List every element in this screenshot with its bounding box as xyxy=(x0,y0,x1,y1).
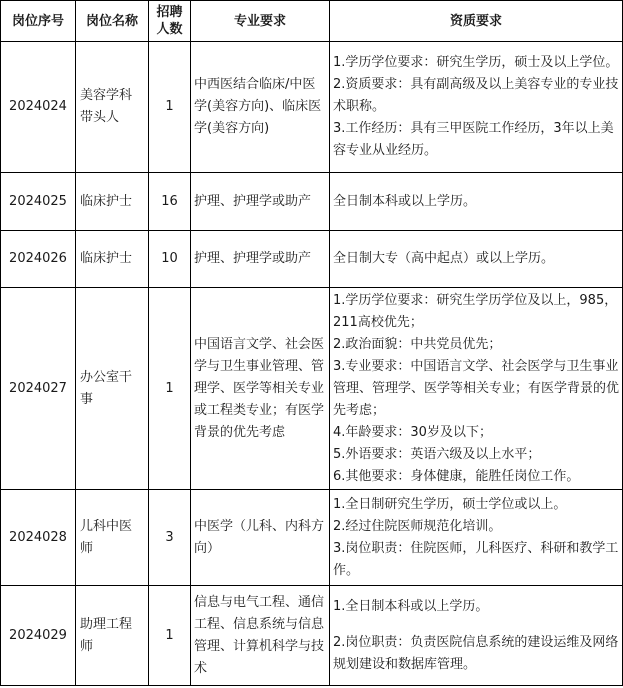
hire-count: 3 xyxy=(149,490,191,586)
major-requirement: 护理、护理学或助产 xyxy=(191,173,330,231)
major-requirement: 信息与电气工程、通信工程、信息系统与信息管理、计算机科学与技术 xyxy=(191,586,330,686)
qualification-line: 2.政治面貌：中共党员优先； xyxy=(333,336,502,352)
qualification-line: 1.学历学位要求：研究生学历，硕士及以上学位。 xyxy=(333,55,619,70)
position-id: 2024028 xyxy=(1,490,76,586)
table-row xyxy=(1,42,623,173)
qualification xyxy=(330,231,623,288)
qualification-line: 3.工作经历：具有三甲医院工作经历，3年以上美容专业从业经历。 xyxy=(333,121,614,158)
position-id: 2024025 xyxy=(1,173,76,231)
major-requirement: 中国语言文学、社会医学与卫生事业管理、管理学、医学等相关专业或工程类专业；有医学背景的优先考虑 xyxy=(191,288,330,490)
position-name: 儿科中医师 xyxy=(76,490,149,586)
table-row xyxy=(1,490,623,586)
header-qualification: 资质要求 xyxy=(330,1,623,42)
position-id: 2024024 xyxy=(1,42,76,173)
qualification xyxy=(330,42,623,173)
qualification-line: 2.资质要求：具有副高级及以上美容专业的专业技术职称。 xyxy=(333,77,619,114)
qualification xyxy=(330,288,623,490)
qualification-line: 1.全日制本科或以上学历。 xyxy=(333,598,489,614)
header-count: 招聘人数 xyxy=(149,1,191,42)
header-row xyxy=(1,1,623,42)
qualification-spacer xyxy=(333,618,619,632)
header-position-id: 岗位序号 xyxy=(1,1,76,42)
qualification-line: 2.岗位职责：负责医院信息系统的建设运维及网络规划建设和数据库管理。 xyxy=(333,634,619,672)
major-requirement: 中医学（儿科、内科方向） xyxy=(191,490,330,586)
position-id: 2024026 xyxy=(1,231,76,288)
qualification xyxy=(330,173,623,231)
table-row xyxy=(1,586,623,686)
hire-count: 10 xyxy=(149,231,191,288)
hire-count: 1 xyxy=(149,288,191,490)
table-row xyxy=(1,173,623,231)
qualification-line: 2.经过住院医师规范化培训。 xyxy=(333,518,502,534)
header-major: 专业要求 xyxy=(191,1,330,42)
qualification xyxy=(330,586,623,686)
hire-count: 1 xyxy=(149,42,191,173)
position-name: 临床护士 xyxy=(76,231,149,288)
major-requirement: 中西医结合临床/中医学(美容方向)、临床医学(美容方向) xyxy=(191,42,330,173)
hire-count: 1 xyxy=(149,586,191,686)
table-row xyxy=(1,231,623,288)
qualification-line: 6.其他要求：身体健康，能胜任岗位工作。 xyxy=(333,468,580,484)
qualification-line: 4.年龄要求：30岁及以下； xyxy=(333,424,492,440)
qualification-line: 5.外语要求：英语六级及以上水平； xyxy=(333,446,541,462)
qualification-line: 全日制本科或以上学历。 xyxy=(333,193,477,209)
table-row xyxy=(1,288,623,490)
header-position-name: 岗位名称 xyxy=(76,1,149,42)
qualification-line: 3.专业要求：中国语言文学、社会医学与卫生事业管理、管理学、医学等相关专业；有医学背景的优先考虑； xyxy=(333,358,620,418)
position-id: 2024029 xyxy=(1,586,76,686)
position-name: 美容学科带头人 xyxy=(76,42,149,173)
qualification-line: 1.学历学位要求：研究生学历学位及以上，985，211高校优先； xyxy=(333,292,618,330)
position-name: 临床护士 xyxy=(76,173,149,231)
qualification xyxy=(330,490,623,586)
qualification-line: 3.岗位职责：住院医师，儿科医疗、科研和教学工作。 xyxy=(333,540,619,578)
position-name: 办公室干事 xyxy=(76,288,149,490)
major-requirement: 护理、护理学或助产 xyxy=(191,231,330,288)
qualification-line: 1.全日制研究生学历，硕士学位或以上。 xyxy=(333,496,567,512)
position-id: 2024027 xyxy=(1,288,76,490)
position-name: 助理工程师 xyxy=(76,586,149,686)
hire-count: 16 xyxy=(149,173,191,231)
qualification-line: 全日制大专（高中起点）或以上学历。 xyxy=(333,251,555,266)
